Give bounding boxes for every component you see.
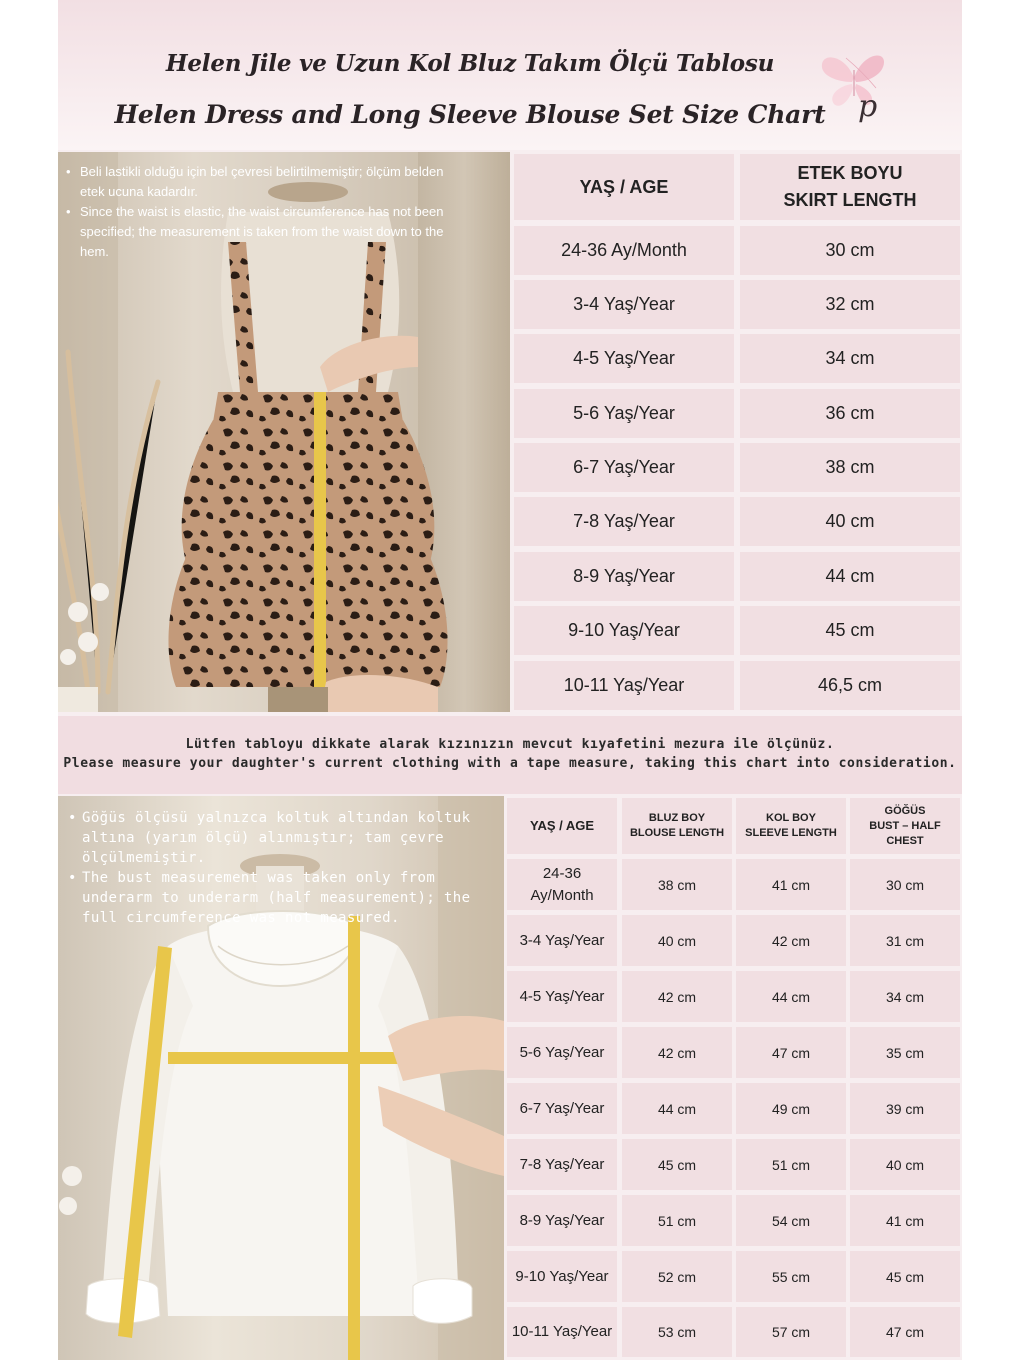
header-skirt-length-en: SKIRT LENGTH (783, 190, 917, 210)
header-skirt-length-tr: ETEK BOYU (797, 163, 903, 183)
row-blouse: 51 cm (622, 1195, 732, 1246)
row-bust: 40 cm (850, 1139, 960, 1190)
row-sleeve: 57 cm (736, 1307, 846, 1357)
row-age: 6-7 Yaş/Year (514, 443, 734, 492)
title-english: Helen Dress and Long Sleeve Blouse Set Size Chart (114, 100, 826, 129)
row-age: 5-6 Yaş/Year (507, 1027, 617, 1078)
row-length: 44 cm (740, 552, 960, 601)
blouse-note-tr: • Göğüs ölçüsü yalnızca koltuk altından koltuk altına (yarım ölçü) alınmıştır; tam çevre ölçülmemiştir. (68, 808, 498, 868)
row-length: 34 cm (740, 334, 960, 383)
row-sleeve: 49 cm (736, 1083, 846, 1134)
row-sleeve: 51 cm (736, 1139, 846, 1190)
row-age: 8-9 Yaş/Year (507, 1195, 617, 1246)
row-age: 9-10 Yaş/Year (507, 1251, 617, 1302)
row-blouse: 53 cm (622, 1307, 732, 1357)
row-sleeve: 41 cm (736, 859, 846, 910)
header-sleeve-length-en: SLEEVE LENGTH (745, 827, 837, 839)
row-blouse: 52 cm (622, 1251, 732, 1302)
butterfly-logo-icon (818, 48, 888, 128)
row-length: 30 cm (740, 226, 960, 275)
row-bust: 45 cm (850, 1251, 960, 1302)
skirt-note-tr: • Beli lastikli olduğu için bel çevresi belirtilmemiştir; ölçüm belden etek ucuna kadardır. (66, 162, 446, 202)
row-age: 3-4 Yaş/Year (514, 280, 734, 329)
header-bust-en-2: CHEST (886, 834, 924, 847)
row-length: 38 cm (740, 443, 960, 492)
header-bust (850, 798, 960, 854)
header-skirt-length (740, 154, 960, 220)
row-age: 4-5 Yaş/Year (507, 971, 617, 1022)
row-age: 9-10 Yaş/Year (514, 606, 734, 655)
size-chart-page (58, 0, 962, 1360)
row-blouse: 45 cm (622, 1139, 732, 1190)
row-age: 7-8 Yaş/Year (514, 497, 734, 546)
row-age: 6-7 Yaş/Year (507, 1083, 617, 1134)
row-blouse: 42 cm (622, 971, 732, 1022)
row-age-line2: Ay/Month (530, 886, 594, 904)
row-sleeve: 44 cm (736, 971, 846, 1022)
header-age: YAŞ / AGE (507, 798, 617, 854)
blouse-notes (68, 808, 498, 928)
skirt-note-en: • Since the waist is elastic, the waist circumference has not been specified; the measurement is taken from the waist down to the hem. (66, 202, 446, 262)
row-blouse: 40 cm (622, 915, 732, 966)
header-blouse-length (622, 798, 732, 854)
row-blouse: 44 cm (622, 1083, 732, 1134)
row-blouse: 42 cm (622, 1027, 732, 1078)
row-age: 24-36 Ay/Month (514, 226, 734, 275)
notice-english: Please measure your daughter's current clothing with a tape measure, taking this chart into consideration. (63, 756, 957, 771)
row-length: 40 cm (740, 497, 960, 546)
header-sleeve-length (736, 798, 846, 854)
blouse-note-en: • The bust measurement was taken only from underarm to underarm (half measurement); the full circumference was not measured. (68, 868, 498, 928)
row-age: 5-6 Yaş/Year (514, 389, 734, 438)
row-bust: 35 cm (850, 1027, 960, 1078)
row-age: 3-4 Yaş/Year (507, 915, 617, 966)
row-bust: 47 cm (850, 1307, 960, 1357)
row-age (507, 859, 617, 910)
row-age: 10-11 Yaş/Year (514, 661, 734, 710)
header-blouse-length-tr: BLUZ BOY (648, 812, 706, 824)
row-age: 7-8 Yaş/Year (507, 1139, 617, 1190)
row-bust: 31 cm (850, 915, 960, 966)
skirt-notes (66, 162, 446, 262)
row-age: 10-11 Yaş/Year (507, 1307, 617, 1357)
row-sleeve: 54 cm (736, 1195, 846, 1246)
row-age: 4-5 Yaş/Year (514, 334, 734, 383)
row-length: 46,5 cm (740, 661, 960, 710)
row-age-line1: 24-36 (542, 864, 582, 882)
row-blouse: 38 cm (622, 859, 732, 910)
row-bust: 34 cm (850, 971, 960, 1022)
row-length: 32 cm (740, 280, 960, 329)
header-bust-tr: GÖĞÜS (884, 804, 926, 817)
row-bust: 39 cm (850, 1083, 960, 1134)
row-age: 8-9 Yaş/Year (514, 552, 734, 601)
title-turkish: Helen Jile ve Uzun Kol Bluz Takım Ölçü Tablosu (165, 50, 775, 77)
row-bust: 30 cm (850, 859, 960, 910)
row-length: 45 cm (740, 606, 960, 655)
white-blouse-photo (58, 796, 504, 1360)
header-sleeve-length-tr: KOL BOY (766, 812, 816, 824)
notice-turkish: Lütfen tabloyu dikkate alarak kızınızın mevcut kıyafetini mezura ile ölçünüz. (185, 737, 835, 752)
header-blouse-length-en: BLOUSE LENGTH (629, 827, 725, 839)
header-bust-en: BUST – HALF (869, 819, 941, 832)
logo-letter: p (858, 89, 878, 124)
row-sleeve: 47 cm (736, 1027, 846, 1078)
leopard-skirt-photo (58, 152, 510, 712)
row-sleeve: 55 cm (736, 1251, 846, 1302)
row-sleeve: 42 cm (736, 915, 846, 966)
measure-notice (58, 716, 962, 794)
row-length: 36 cm (740, 389, 960, 438)
row-bust: 41 cm (850, 1195, 960, 1246)
header-age: YAŞ / AGE (514, 154, 734, 220)
header (58, 0, 962, 150)
